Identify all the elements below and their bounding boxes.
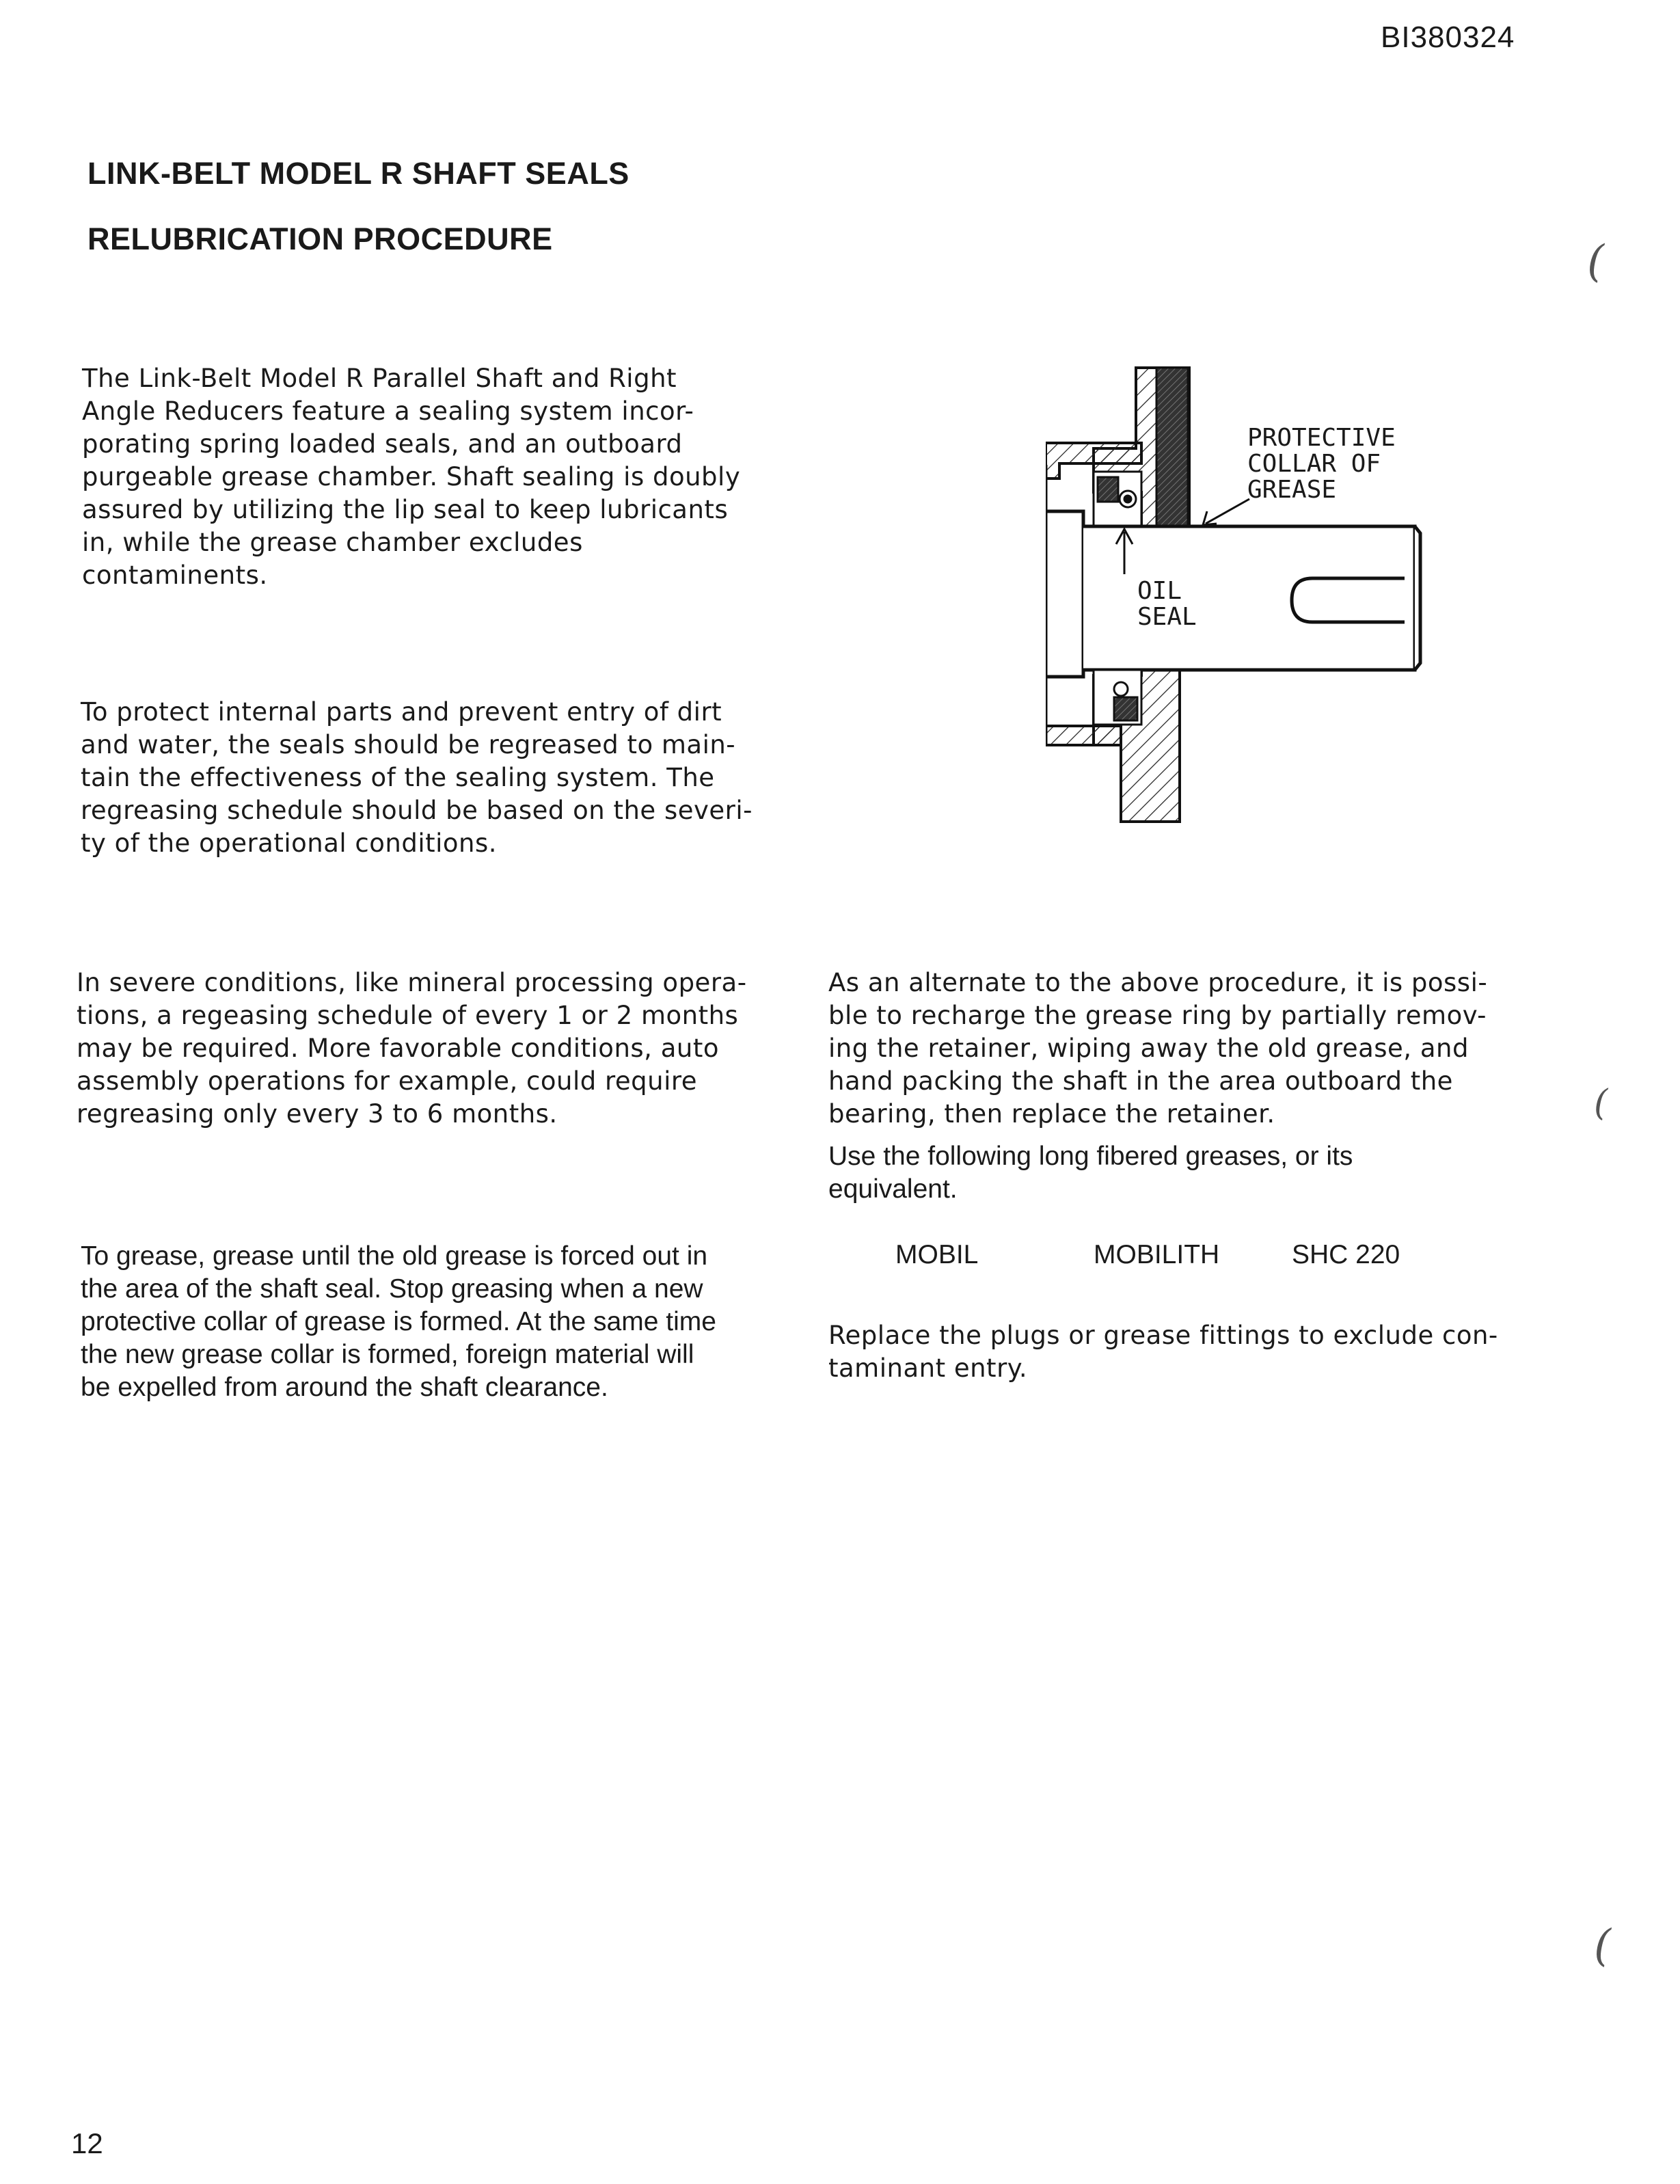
oil-seal-label: OIL SEAL (1137, 577, 1197, 631)
page-number: 12 (71, 2127, 103, 2159)
grease-brand: MOBIL (895, 1240, 979, 1269)
binder-hole-mark: ( (1594, 1083, 1608, 1124)
grease-collar-upper (1156, 368, 1188, 526)
page-title: LINK-BELT MODEL R SHAFT SEALS (87, 156, 629, 191)
to-grease-paragraph: To grease, grease until the old grease is forced out in the area of the shaft seal. Stop greasing when a new protective collar of grease is formed. At the same time the new grease collar is formed, foreign material will be expelled from around the shaft clearance. (81, 1241, 716, 1402)
alternate-procedure-paragraph: As an alternate to the above procedure, it is possi- ble to recharge the grease ring by partially remov- ing the retainer, wiping away the old grease, and hand packing the shaft in the area outboard the bearing, then replace the retainer. (828, 968, 1488, 1129)
document-id: BI380324 (1381, 21, 1515, 54)
collar-arrow (1206, 499, 1249, 524)
shaft (1046, 511, 1420, 677)
lip-seal-lower (1094, 670, 1141, 725)
binder-hole-mark: ( (1587, 237, 1604, 287)
use-greases-paragraph: Use the following long fibered greases, or its equivalent. (828, 1142, 1353, 1204)
binder-hole-mark: ( (1594, 1921, 1611, 1971)
page-subtitle: RELUBRICATION PROCEDURE (87, 221, 553, 256)
lip-seal-upper (1094, 472, 1141, 526)
replace-plugs-paragraph: Replace the plugs or grease fittings to exclude con- taminant entry. (828, 1321, 1498, 1383)
grease-grade: SHC 220 (1292, 1240, 1400, 1269)
protect-paragraph: To protect internal parts and prevent entry of dirt and water, the seals should be regreased to main- tain the effectiveness of the sealing system. The regreasing schedule should be based on the severi- ty of the operational conditions. (81, 697, 753, 858)
grease-product: MOBILITH (1094, 1240, 1220, 1269)
severe-conditions-paragraph: In severe conditions, like mineral processing opera- tions, a regeasing schedule of every 1 or 2 months may be required. More favorable conditions, auto assembly operations for example, could require regreasing only every 3 to 6 months. (77, 968, 747, 1129)
collar-label: PROTECTIVE COLLAR OF GREASE (1247, 424, 1396, 504)
intro-paragraph: The Link-Belt Model R Parallel Shaft and Right Angle Reducers feature a sealing system incor- porating spring loaded seals, and an outboard purgeable grease chamber. Shaft sealing is doubly assured by utilizing the lip seal to keep lubricants in, while the grease chamber excludes contaminents. (82, 364, 741, 590)
